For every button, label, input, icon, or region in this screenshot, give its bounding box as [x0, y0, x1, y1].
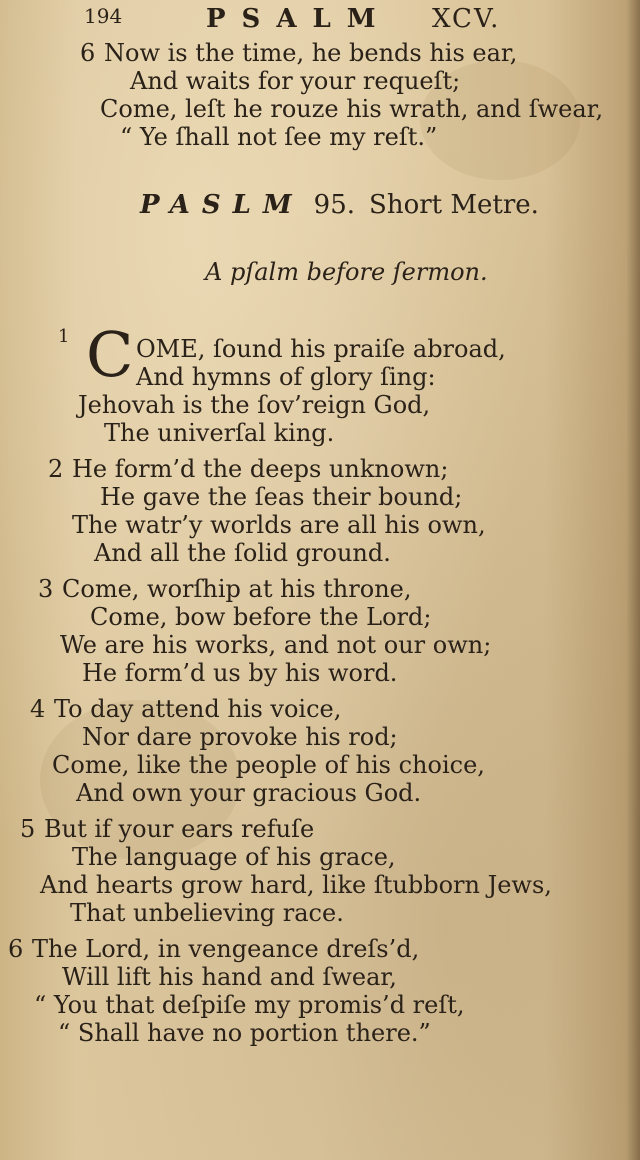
- verse-line: And own your gracious God.: [76, 779, 422, 807]
- verse-line: 3 Come, worſhip at his throne,: [38, 575, 412, 603]
- verse-number: 6: [8, 935, 24, 963]
- verse-line: 6 Now is the time, he bends his ear,: [80, 39, 518, 67]
- verse-line: That unbelieving race.: [70, 899, 344, 927]
- drop-cap: C: [86, 318, 134, 391]
- verse-line: 6 The Lord, in vengeance dreſs’d,: [8, 935, 420, 963]
- verse-number: 4: [30, 695, 46, 723]
- verse-line: We are his works, and not our own;: [60, 631, 492, 659]
- verse-number: 5: [20, 815, 36, 843]
- verse-number: 3: [38, 575, 54, 603]
- running-head-psalm-number: XCV.: [432, 4, 501, 34]
- verse-number: 6: [80, 39, 96, 67]
- verse-line: 2 He form’d the deeps unknown;: [48, 455, 449, 483]
- verse-line: The watr’y worlds are all his own,: [72, 511, 486, 539]
- verse-line: Will lift his hand and ſwear,: [62, 963, 397, 991]
- verse-number: 1: [58, 326, 70, 347]
- verse-line: Jehovah is the ſov’reign God,: [78, 391, 431, 419]
- verse-line: 5 But if your ears refuſe: [20, 815, 315, 843]
- psalm-subtitle: A pſalm before ſermon.: [205, 258, 488, 286]
- psalm-heading-number: 95.: [313, 190, 356, 220]
- verse-line: 4 To day attend his voice,: [30, 695, 342, 723]
- verse-line: “ Shall have no portion there.”: [58, 1019, 431, 1047]
- psalm-heading-name: PASLM: [140, 190, 304, 220]
- page-number: 194: [84, 4, 123, 28]
- verse-line: Come, bow before the Lord;: [90, 603, 432, 631]
- page-gutter-shadow: [626, 0, 640, 1160]
- verse-line: And hymns of glory ſing:: [136, 363, 436, 391]
- verse-line: Nor dare provoke his rod;: [82, 723, 398, 751]
- running-head-title: PSALM: [206, 4, 392, 34]
- verse-line: And all the ſolid ground.: [94, 539, 391, 567]
- verse-line: Come, like the people of his choice,: [52, 751, 485, 779]
- verse-line: Come, leſt he rouze his wrath, and ſwear,: [100, 95, 604, 123]
- verse-line: He gave the ſeas their bound;: [100, 483, 463, 511]
- psalm-heading-metre: Short Metre.: [369, 190, 539, 220]
- verse-line: The language of his grace,: [72, 843, 396, 871]
- verse-line: OME, ſound his praiſe abroad,: [136, 335, 506, 363]
- verse-line: “ Ye ſhall not ſee my reſt.”: [120, 123, 438, 151]
- verse-number: 2: [48, 455, 64, 483]
- verse-line: And hearts grow hard, like ſtubborn Jews,: [40, 871, 552, 899]
- verse-line: The univerſal king.: [104, 419, 335, 447]
- verse-line: He form’d us by his word.: [82, 659, 398, 687]
- psalm-heading: [140, 190, 539, 220]
- verse-line: “ You that deſpiſe my promis’d reſt,: [34, 991, 465, 1019]
- verse-line: And waits for your requeſt;: [130, 67, 461, 95]
